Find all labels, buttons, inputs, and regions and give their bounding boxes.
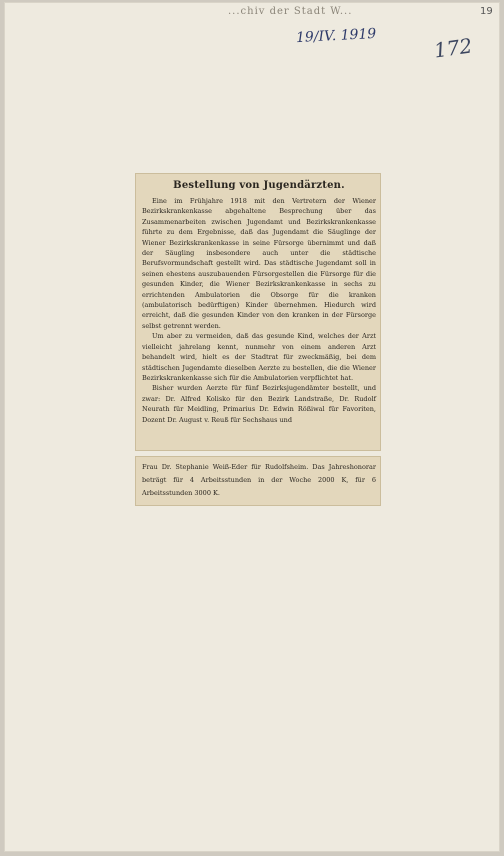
clipping-paragraph: Um aber zu vermeiden, daß das gesunde Kind, welches der Arzt vielleicht jahrelang kennt, nunmehr von einem anderen Arzt behandelt wird, hielt es der Stadtrat für zweckmäßig, bei dem städtischen Jugendamte dieselben Aerzte zu bestellen, die die Wiener Bezirkskrankenkasse sich für die Ambulatorien verpflichtet hat. [142,332,376,382]
clipping-paragraph: Eine im Frühjahre 1918 mit den Vertretern der Wiener Bezirkskrankenkasse abgehaltene Besprechung über das Zusammenarbeiten zwischen Jugendamt und Bezirkskrankenkasse führte zu dem Ergebnisse, daß das Jugendamt die Säuglinge der Wiener Bezirkskrankenkasse in seine Fürsorge übernimmt und daß der Säugling insbesondere auch unter die städtische Berufsvormundschaft gestellt wird. Das städtische Jugendamt soll in seinen ehestens auszubauenden Fürsorgestellen die Fürsorge für die gesunden Kinder, die Wiener Bezirkskrankenkasse in sechs zu errichtenden Ambulatorien die Obsorge für die kranken (ambulatorisch bedürftigen) Kinder übernehmen. Hiedurch wird erreicht, daß die gesunden Kinder von den kranken in der Fürsorge selbst getrennt werden. [142,197,376,330]
newspaper-clipping-continuation [136,457,380,505]
handwritten-date: 19/IV. 1919 [295,25,377,47]
newspaper-clipping [136,174,380,450]
clipping-continuation-text: Frau Dr. Stephanie Weiß-Eder für Rudolfsheim. Das Jahreshonorar beträgt für 4 Arbeitsstunden in der Woche 2000 K, für 6 Arbeitsstunden 3000 K. [142,463,376,497]
folio-number: 172 [432,33,474,63]
archive-page [4,2,500,852]
clipping-paragraph: Bisher wurden Aerzte für fünf Bezirksjugendämter bestellt, und zwar: Dr. Alfred Kolisko für den Bezirk Landstraße, Dr. Rudolf Neurath für Meidling, Primarius Dr. Edwin Rößiwal für Favoriten, Dozent Dr. August v. Reuß für Sechshaus und [142,384,376,424]
corner-mark: 19 [480,6,493,17]
clipping-title: Bestellung von Jugendärzten. [173,180,345,191]
archive-stamp: ...chiv der Stadt W... [228,6,353,17]
